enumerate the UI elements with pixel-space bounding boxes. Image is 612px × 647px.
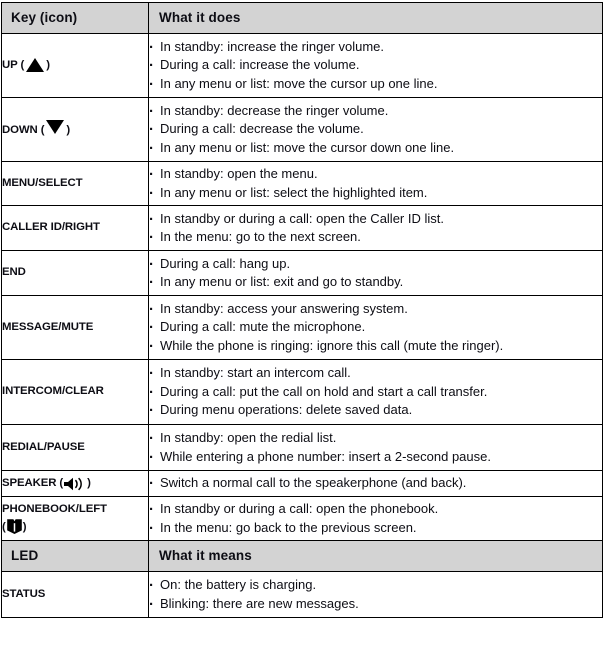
list-item: · In any menu or list: move the cursor up one line. xyxy=(149,75,602,93)
key-description-intercom-clear xyxy=(149,360,603,425)
header-led-desc-column: What it means xyxy=(149,541,603,572)
list-item: · In standby: open the redial list. xyxy=(149,429,602,447)
table-row xyxy=(2,572,603,618)
key-label-up xyxy=(2,34,149,98)
list-item: · In standby: access your answering system. xyxy=(149,300,602,318)
speakerphone-icon xyxy=(63,477,87,491)
key-description-caller-id-right xyxy=(149,206,603,251)
list-item: · In standby or during a call: open the phonebook. xyxy=(149,500,602,518)
key-name-text: SPEAKER ( xyxy=(2,476,64,489)
key-description-speaker xyxy=(149,471,603,497)
triangle-up-icon xyxy=(24,58,46,72)
list-item: · In any menu or list: move the cursor down one line. xyxy=(149,139,602,157)
list-item: · While the phone is ringing: ignore this call (mute the ringer). xyxy=(149,337,602,355)
key-description-end xyxy=(149,251,603,296)
key-paren-close: ) xyxy=(22,520,27,533)
key-name-text: DOWN ( xyxy=(2,124,45,137)
table-header-row xyxy=(2,3,603,34)
description-list xyxy=(149,300,602,355)
header-led-column: LED xyxy=(2,541,149,572)
description-list xyxy=(149,576,602,613)
key-paren-open: ( xyxy=(2,520,6,533)
key-functions-table xyxy=(1,2,603,618)
key-description-phonebook-left xyxy=(149,497,603,541)
key-label-message-mute: MESSAGE/MUTE xyxy=(2,296,149,360)
key-description-message-mute xyxy=(149,296,603,360)
description-list xyxy=(149,102,602,157)
list-item: · In standby: start an intercom call. xyxy=(149,364,602,382)
open-book-icon xyxy=(6,518,23,535)
key-label-menu-select: MENU/SELECT xyxy=(2,162,149,206)
table-row xyxy=(2,34,603,98)
list-item: · During a call: mute the microphone. xyxy=(149,318,602,336)
led-label-status: STATUS xyxy=(2,572,149,618)
table-row xyxy=(2,425,603,471)
led-header-row xyxy=(2,541,603,572)
list-item: · During menu operations: delete saved data. xyxy=(149,401,602,419)
table-row xyxy=(2,251,603,296)
key-name-text: PHONEBOOK/LEFT xyxy=(2,503,107,516)
table-row xyxy=(2,162,603,206)
header-key-column: Key (icon) xyxy=(2,3,149,34)
key-description-down xyxy=(149,98,603,162)
table-row xyxy=(2,98,603,162)
list-item: · In standby: decrease the ringer volume. xyxy=(149,102,602,120)
list-item: · In any menu or list: select the highlighted item. xyxy=(149,184,602,202)
list-item: · During a call: put the call on hold and start a call transfer. xyxy=(149,383,602,401)
key-name-text: UP ( xyxy=(2,58,25,71)
list-item: · In standby: open the menu. xyxy=(149,165,602,183)
list-item: · Blinking: there are new messages. xyxy=(149,595,602,613)
key-label-redial-pause: REDIAL/PAUSE xyxy=(2,425,149,471)
key-label-phonebook-left xyxy=(2,497,149,541)
key-description-menu-select xyxy=(149,162,603,206)
description-list xyxy=(149,210,602,247)
key-paren-close: ) xyxy=(66,124,71,137)
key-description-redial-pause xyxy=(149,425,603,471)
description-list xyxy=(149,364,602,419)
list-item: · While entering a phone number: insert a 2-second pause. xyxy=(149,448,602,466)
key-label-intercom-clear: INTERCOM/CLEAR xyxy=(2,360,149,425)
triangle-down-icon xyxy=(44,120,66,134)
key-label-caller-id-right: CALLER ID/RIGHT xyxy=(2,206,149,251)
header-desc-column: What it does xyxy=(149,3,603,34)
description-list xyxy=(149,165,602,202)
led-description-status xyxy=(149,572,603,618)
table-row xyxy=(2,206,603,251)
key-description-up xyxy=(149,34,603,98)
table-row xyxy=(2,471,603,497)
key-label-end: END xyxy=(2,251,149,296)
list-item: · In any menu or list: exit and go to standby. xyxy=(149,273,602,291)
list-item: · Switch a normal call to the speakerphone (and back). xyxy=(149,474,602,492)
table-row xyxy=(2,296,603,360)
key-paren-close: ) xyxy=(46,58,50,71)
list-item: · In the menu: go back to the previous screen. xyxy=(149,519,602,537)
key-paren-close: ) xyxy=(87,476,91,489)
description-list xyxy=(149,38,602,93)
description-list xyxy=(149,429,602,466)
description-list xyxy=(149,474,602,492)
list-item: · In the menu: go to the next screen. xyxy=(149,228,602,246)
list-item: · On: the battery is charging. xyxy=(149,576,602,594)
key-label-down xyxy=(2,98,149,162)
table-row xyxy=(2,497,603,541)
list-item: · In standby or during a call: open the Caller ID list. xyxy=(149,210,602,228)
key-label-speaker xyxy=(2,471,149,497)
list-item: · In standby: increase the ringer volume. xyxy=(149,38,602,56)
description-list xyxy=(149,500,602,537)
list-item: · During a call: increase the volume. xyxy=(149,56,602,74)
table-row xyxy=(2,360,603,425)
list-item: · During a call: hang up. xyxy=(149,255,602,273)
list-item: · During a call: decrease the volume. xyxy=(149,120,602,138)
description-list xyxy=(149,255,602,292)
